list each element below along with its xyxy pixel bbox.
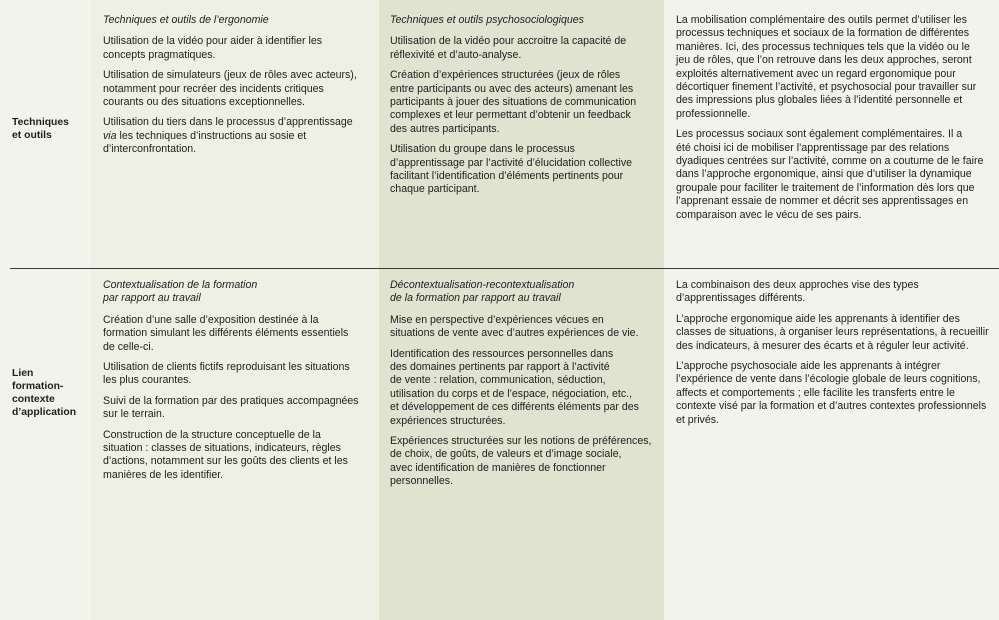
row1-col2-heading: Techniques et outils psychosociologiques <box>390 14 584 26</box>
row1-col1-para: Utilisation du tiers dans le processus d’apprentissage via les techniques d’instructions au sosie et d’interconfrontation. <box>103 116 353 156</box>
row2-col3-cell <box>676 279 996 434</box>
row2-col2-para: Expériences structurées sur les notions de préférences, de choix, de goûts, de valeurs et d’image sociale, avec identification de manières de fonctionner personnelles. <box>390 435 652 488</box>
row2-col2-para: Identification des ressources personnelles dans des domaines pertinents par rapport à l’activité de vente : relation, communication, séduction, utilisation du corps et de l’espace, négociation, etc., et développement de ces différents éléments par des expériences structurées. <box>390 347 639 427</box>
row1-col2-para: Utilisation de la vidéo pour accroitre la capacité de réflexivité et d’auto-analyse. <box>390 35 627 61</box>
row1-col1-cell <box>103 14 373 164</box>
row1-col3-para: Les processus sociaux sont également complémentaires. Il a été choisi ici de mobiliser l’apprentissage par des relations dyadiques centrées sur l’activité, comme on a coutume de le faire dans l’approche ergonomique, ainsi que d’utiliser la dynamique groupale pour faciliter le traitement de l’information dès lors que l’apprenant essaie de nommer et décrit ses apprentissages en comparaison avec le vécu de ses pairs. <box>676 128 984 221</box>
row2-col3-para: L’approche ergonomique aide les apprenants à identifier des classes de situations, à organiser leurs représentations, à recueillir des indicateurs, à mesurer des écarts et à réguler leur activité. <box>676 312 989 352</box>
row-divider <box>10 268 999 269</box>
row-label-lien-formation: Lien formation- contexte d’application <box>12 368 77 418</box>
row1-col2-para: Création d’expériences structurées (jeux de rôles entre participants ou avec des acteurs) amenant les participants à jouer des situations de communication complexes et leur permettant d’obtenir un feedback des autres participants. <box>390 69 637 135</box>
row2-col3-para: La combinaison des deux approches vise des types d’apprentissages différents. <box>676 279 919 305</box>
row1-col3-para: La mobilisation complémentaire des outils permet d’utiliser les processus techniques et sociaux de la formation de différentes manières. Ici, des processus techniques tels que la vidéo ou le jeu de rôles, que l’on retrouve dans les deux approches, seront exploités alternativement avec un regard ergonomique pour décortiquer finement l’activité, et psychosocial pour travailler sur des impressions plus globales liées à l’identité personnelle et professionnelle. <box>676 14 977 120</box>
row1-col1-para: Utilisation de la vidéo pour aider à identifier les concepts pragmatiques. <box>103 35 323 61</box>
row2-col2-heading: Décontextualisation-recontextualisation de la formation par rapport au travail <box>390 279 575 305</box>
row-header-column <box>0 0 91 620</box>
row2-col1-para: Suivi de la formation par des pratiques accompagnées sur le terrain. <box>103 394 359 421</box>
row-label-techniques: Techniques et outils <box>12 117 69 141</box>
row2-col1-cell <box>103 279 373 489</box>
row1-col3-cell <box>676 14 996 229</box>
row2-col1-para: Création d’une salle d’exposition destinée à la formation simulant les différents éléments essentiels de celle-ci. <box>103 313 349 353</box>
row1-col2-cell <box>390 14 658 204</box>
row2-col2-cell <box>390 279 658 496</box>
row1-col1-para: Utilisation de simulateurs (jeux de rôles avec acteurs), notamment pour recréer des incidents critiques courants ou des situations exceptionnelles. <box>103 69 357 109</box>
row2-col1-para: Utilisation de clients fictifs reproduisant les situations les plus courantes. <box>103 361 350 387</box>
row1-col1-heading: Techniques et outils de l’ergonomie <box>103 14 269 26</box>
row2-col2-para: Mise en perspective d’expériences vécues en situations de vente avec d’autres expériences de vie. <box>390 313 639 340</box>
row2-col3-para: L’approche psychosociale aide les apprenants à intégrer l’expérience de vente dans l’écologie globale de leurs cognitions, affects et comportements ; elle facilite les transferts entre le contexte visé par la formation et d’autres contextes professionnels et privés. <box>676 360 987 426</box>
row2-col1-para: Construction de la structure conceptuelle de la situation : classes de situations, indicateurs, règles d’actions, notamment sur les goûts des clients et les manières de les identifier. <box>103 428 348 481</box>
row1-col2-para: Utilisation du groupe dans le processus d’apprentissage par l’activité d’élucidation collective facilitant l’identification d’éléments pertinents pour chaque participant. <box>390 143 633 196</box>
row2-col1-heading: Contextualisation de la formation par rapport au travail <box>103 279 258 305</box>
